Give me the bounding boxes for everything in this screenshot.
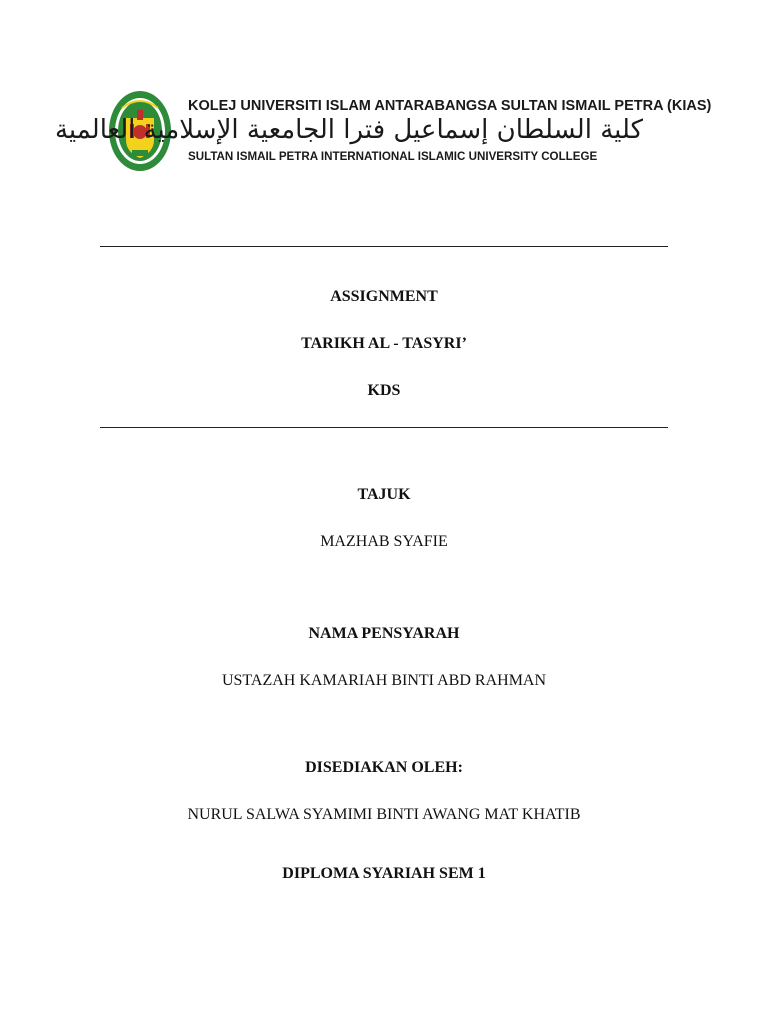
top-divider <box>100 246 668 247</box>
institution-name-english: SULTAN ISMAIL PETRA INTERNATIONAL ISLAMIC UNIVERSITY COLLEGE <box>188 150 598 163</box>
course-name: TARIKH AL - TASYRI’ <box>301 335 467 352</box>
prepared-by-label: DISEDIAKAN OLEH: <box>305 759 463 776</box>
bottom-divider <box>100 427 668 428</box>
course-code: KDS <box>367 382 401 399</box>
program-label: DIPLOMA SYARIAH SEM 1 <box>282 865 486 882</box>
institution-name-malay: KOLEJ UNIVERSITI ISLAM ANTARABANGSA SULTAN ISMAIL PETRA (KIAS) <box>188 98 712 114</box>
assignment-heading: ASSIGNMENT <box>330 288 438 305</box>
title-label: TAJUK <box>357 486 411 503</box>
institution-header <box>54 88 712 174</box>
lecturer-label: NAMA PENSYARAH <box>308 625 460 642</box>
lecturer-value: USTAZAH KAMARIAH BINTI ABD RAHMAN <box>221 672 547 689</box>
institution-name-arabic: كلية السلطان إسماعيل فترا الجامعية الإسلامية العالمية <box>54 115 643 145</box>
prepared-by-value: NURUL SALWA SYAMIMI BINTI AWANG MAT KHATIB <box>187 806 581 823</box>
title-value: MAZHAB SYAFIE <box>320 533 448 550</box>
